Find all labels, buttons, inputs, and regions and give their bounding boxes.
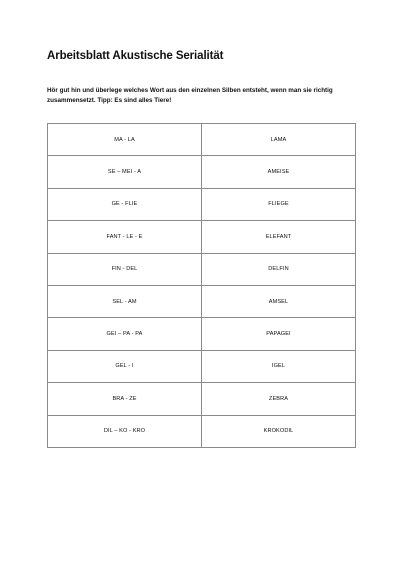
syllable-table (47, 123, 356, 448)
word-cell: DELFIN (202, 253, 356, 285)
syllables-cell: GEL - I (48, 350, 202, 382)
table-row (48, 350, 356, 382)
word-cell: FLIEGE (202, 188, 356, 220)
word-cell: ZEBRA (202, 383, 356, 415)
page-title: Arbeitsblatt Akustische Serialität (47, 50, 224, 62)
word-cell: AMEISE (202, 156, 356, 188)
table-row (48, 221, 356, 253)
syllables-cell: FANT - LE - E (48, 221, 202, 253)
syllables-cell: GEI – PA - PA (48, 318, 202, 350)
syllables-cell: SE – MEI - A (48, 156, 202, 188)
word-cell: KROKODIL (202, 415, 356, 447)
syllables-cell: MA - LA (48, 124, 202, 156)
instructions-text: Hör gut hin und überlege welches Wort aus den einzelnen Silben entsteht, wenn man sie richtig zusammensetzt. Tipp: Es sind alles Tiere! (47, 87, 333, 104)
syllables-cell: GE - FLIE (48, 188, 202, 220)
syllables-cell: DIL – KO - KRO (48, 415, 202, 447)
word-cell: AMSEL (202, 285, 356, 317)
table-row (48, 318, 356, 350)
table-row (48, 383, 356, 415)
word-cell: ELEFANT (202, 221, 356, 253)
syllables-cell: FIN - DEL (48, 253, 202, 285)
table-row (48, 156, 356, 188)
syllables-cell: BRA - ZE (48, 383, 202, 415)
table-row (48, 415, 356, 447)
word-cell: LAMA (202, 124, 356, 156)
table-row (48, 285, 356, 317)
table-row (48, 188, 356, 220)
word-cell: PAPAGEI (202, 318, 356, 350)
syllables-cell: SEL - AM (48, 285, 202, 317)
table-row (48, 253, 356, 285)
word-cell: IGEL (202, 350, 356, 382)
table-row (48, 124, 356, 156)
